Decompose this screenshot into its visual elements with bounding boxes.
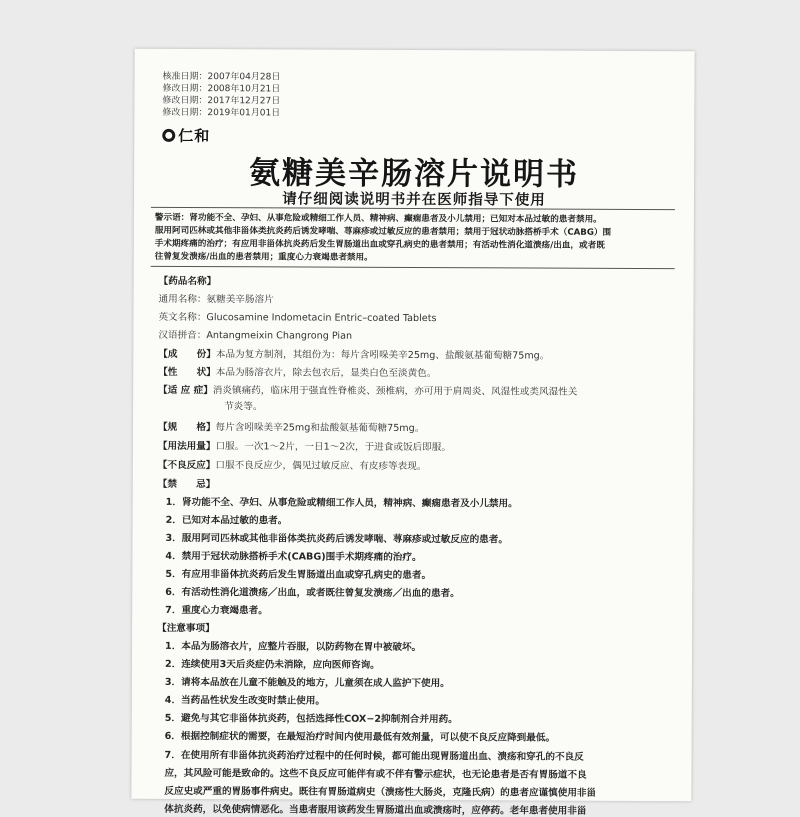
indications-label: 【适 应 症】 [158, 384, 213, 397]
leaflet-body [157, 273, 679, 817]
english-name-label: 英文名称： [158, 311, 207, 324]
ingredients-row [158, 346, 549, 362]
date-row [162, 83, 280, 96]
contraindication-item: 6．有活动性消化道溃疡／出血，或者既往曾复发溃疡／出血的患者。 [165, 586, 460, 600]
contraindication-item: 2．已知对本品过敏的患者。 [165, 514, 288, 527]
date-value: 2008年10月21日 [207, 84, 281, 95]
generic-name-row [159, 291, 274, 306]
contraindication-item: 7．重度心力衰竭患者。 [165, 604, 268, 617]
pinyin-value: Antangmeixin Changrong Pian [206, 330, 353, 342]
indications-row [158, 382, 577, 398]
usage-value: 口服。一次1～2片，一日1～2次，于进食或饭后即服。 [215, 441, 451, 454]
precaution-continued: 体抗炎药，以免使病情恶化。当患者服用该药发生胃肠道出血或溃疡时，应停药。老年患者使用非甾 [164, 803, 587, 817]
usage-row [158, 438, 451, 453]
document-title: 氨糖美辛肠溶片说明书 [249, 155, 580, 193]
warning-line: 手术期疼痛的治疗；有应用非甾体抗炎药后发生胃肠道出血或穿孔病史的患者禁用；有活动性消化道溃疡/出血，或者既 [154, 238, 605, 251]
warning-line: 警示语：肾功能不全、孕妇、从事危险或精细工作人员、精神病、癫痫患者及小儿禁用；已知对本品过敏的患者禁用。 [154, 212, 602, 225]
precaution-item: 5．避免与其它非甾体抗炎药，包括选择性COX−2抑制剂合并用药。 [164, 712, 458, 726]
precaution-item: 2．连续使用3天后炎症仍未消除，应向医师咨询。 [164, 658, 380, 671]
adverse-row [158, 457, 427, 472]
contraindication-item: 4．禁用于冠状动脉搭桥手术(CABG)围手术期疼痛的治疗。 [165, 550, 422, 564]
generic-name-label: 通用名称： [158, 293, 207, 306]
precaution-item: 4．当药品性状发生改变时禁止使用。 [164, 694, 326, 707]
date-label: 核准日期： [162, 71, 208, 83]
warning-box [151, 207, 675, 269]
contraindication-item: 3．服用阿司匹林或其他非甾体类抗炎药后诱发哮喘、荨麻疹或过敏反应的患者。 [165, 532, 508, 546]
warning-line: 服用阿司匹林或其他非甾体类抗炎药后诱发哮喘、荨麻疹或过敏反应的患者禁用；禁用于冠状动脉搭桥手术（CABG）围 [154, 225, 612, 238]
date-label: 修改日期： [162, 107, 208, 119]
brand-logo [162, 125, 210, 146]
properties-row [158, 364, 436, 379]
date-row [162, 107, 280, 120]
precaution-item: 3．请将本品放在儿童不能触及的地方，儿童须在成人监护下使用。 [164, 676, 450, 690]
english-name-row [158, 309, 436, 324]
spec-label: 【规 格】 [157, 421, 216, 434]
date-value: 2019年01月01日 [207, 108, 281, 119]
ingredients-value: 本品为复方制剂，其组份为：每片含吲哚美辛25mg、盐酸氨基葡萄糖75mg。 [215, 349, 550, 362]
section-contraindications: 【禁 忌】 [157, 478, 216, 491]
document-subtitle: 请仔细阅读说明书并在医师指导下使用 [282, 191, 546, 209]
precaution-continued: 应，其风险可能是致命的。这些不良反应可能伴有或不伴有警示症状，也无论患者是否有胃肠道不良 [164, 767, 587, 781]
date-value: 2007年04月28日 [207, 72, 281, 83]
leaflet-sheet [131, 49, 694, 817]
section-drug-name: 【药品名称】 [158, 275, 217, 288]
contraindication-item: 5．有应用非甾体抗炎药后发生胃肠道出血或穿孔病史的患者。 [165, 568, 432, 582]
usage-label: 【用法用量】 [157, 440, 216, 453]
adverse-label: 【不良反应】 [157, 459, 216, 472]
brand-name: 仁和 [178, 126, 211, 146]
warning-line: 往曾复发溃疡/出血的患者禁用；重度心力衰竭患者禁用。 [154, 251, 373, 263]
precaution-item: 1．本品为肠溶衣片，应整片吞服，以防药物在胃中被破坏。 [165, 640, 422, 654]
indications-value: 消炎镇痛药，临床用于强直性脊椎炎、颈椎病，亦可用于肩周炎、风湿性或类风湿性关 [212, 385, 578, 398]
generic-name-value: 氨糖美辛肠溶片 [206, 294, 274, 306]
adverse-value: 口服不良反应少，偶见过敏反应、有皮疹等表现。 [215, 460, 427, 473]
pinyin-label: 汉语拼音： [158, 329, 207, 342]
spec-value: 每片含吲哚美辛25mg和盐酸氨基葡萄糖75mg。 [215, 422, 425, 435]
approval-dates [162, 71, 280, 120]
indications-continued: 节炎等。 [224, 401, 263, 413]
properties-value: 本品为肠溶衣片，除去包衣后，显类白色至淡黄色。 [215, 367, 437, 380]
ingredients-label: 【成 份】 [158, 348, 216, 361]
properties-label: 【性 状】 [158, 366, 216, 379]
date-row [162, 71, 280, 84]
precaution-item: 6．根据控制症状的需要，在最短治疗时间内使用最低有效剂量，可以使不良反应降到最低。 [164, 730, 556, 744]
english-name-value: Glucosamine Indometacin Entric–coated Tablets [206, 312, 437, 325]
date-row [162, 95, 280, 108]
pinyin-row [158, 327, 352, 342]
contraindication-item: 1．肾功能不全、孕妇、从事危险或精细工作人员，精神病、癫痫患者及小儿禁用。 [165, 496, 518, 510]
precaution-continued: 反应史或严重的胃肠事件病史。既往有胃肠道病史（溃疡性大肠炎，克隆氏病）的患者应谨慎使用非甾 [164, 785, 597, 799]
spec-row [158, 419, 424, 434]
brand-mark-icon [162, 129, 175, 142]
section-precautions: 【注意事项】 [157, 622, 215, 635]
date-label: 修改日期： [162, 95, 208, 107]
precaution-item: 7．在使用所有非甾体抗炎药治疗过程中的任何时候，都可能出现胃肠道出血、溃疡和穿孔的不良反 [164, 749, 584, 763]
date-label: 修改日期： [162, 83, 208, 95]
date-value: 2017年12月27日 [207, 96, 281, 107]
